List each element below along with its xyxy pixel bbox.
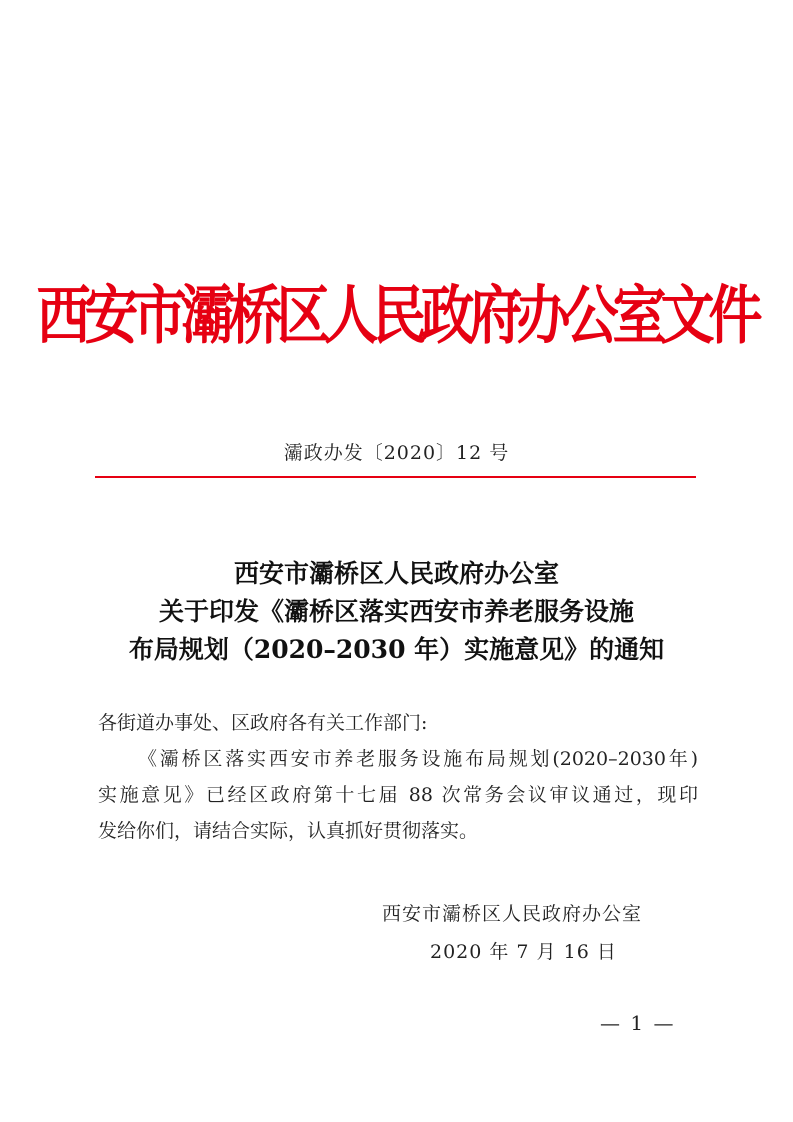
salutation: 各街道办事处、区政府各有关工作部门: — [98, 712, 428, 734]
issuer-signature: 西安市灞桥区人民政府办公室 — [382, 903, 643, 925]
body-line-3: 发给你们，请结合实际，认真抓好贯彻落实。 — [98, 820, 479, 842]
body-line-1: 《灞桥区落实西安市养老服务设施布局规划(2020–2030年) — [138, 748, 698, 770]
title-line-1: 西安市灞桥区人民政府办公室 — [233, 559, 559, 588]
document-issuer-header: 西安市灞桥区人民政府办公室文件 — [36, 277, 757, 353]
body-line-2: 实施意见》已经区政府第十七届 88 次常务会议审议通过，现印 — [98, 784, 698, 806]
document-title — [0, 555, 793, 669]
body-paragraph — [98, 741, 698, 849]
title-line-3: 布局规划（2020–2030 年）实施意见》的通知 — [128, 635, 665, 664]
document-number: 灞政办发〔2020〕12 号 — [283, 442, 510, 464]
page-number: — 1 — — [600, 1011, 676, 1035]
issue-date: 2020 年 7 月 16 日 — [430, 941, 617, 963]
red-divider-line — [95, 476, 696, 478]
title-line-2: 关于印发《灞桥区落实西安市养老服务设施 — [158, 597, 634, 626]
